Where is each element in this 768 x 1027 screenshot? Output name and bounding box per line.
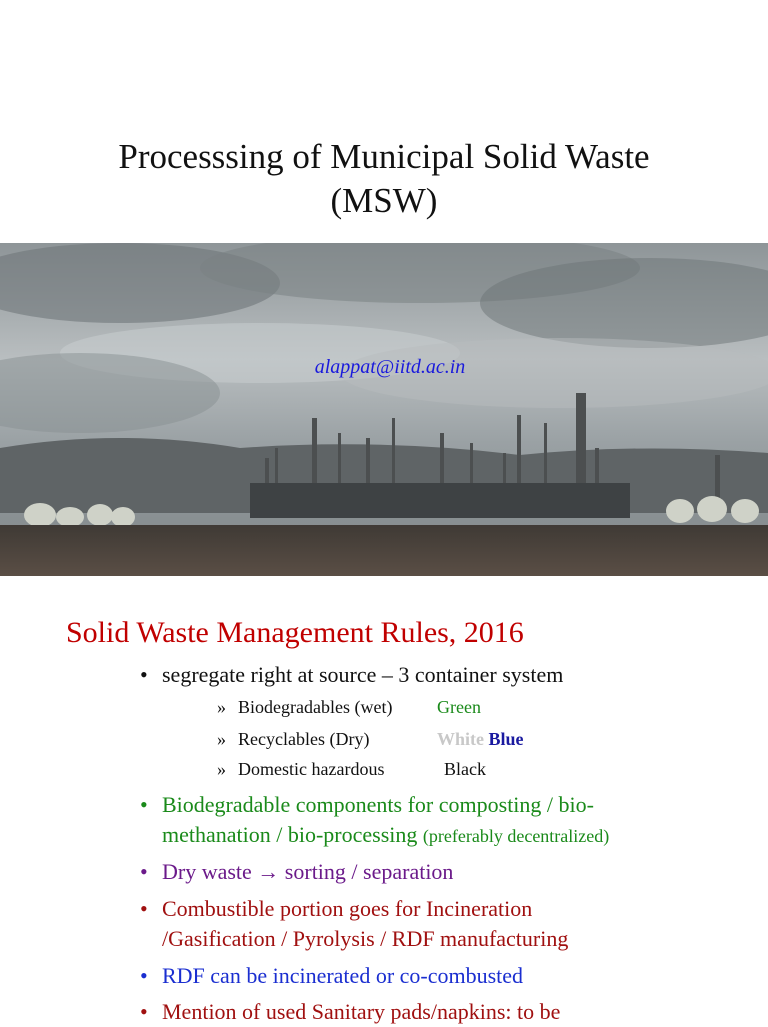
bullet-rdf: • RDF can be incinerated or co-combusted <box>140 963 524 988</box>
color-white: White <box>437 729 484 749</box>
bullet-segregate: • segregate right at source – 3 container system <box>140 660 563 690</box>
sub-item-biodegradables: » Biodegradables (wet) Green <box>217 697 481 717</box>
rules-slide <box>0 576 768 1024</box>
title-line-2: (MSW) <box>330 181 438 220</box>
sub-item-hazardous: » Domestic hazardous Black <box>217 759 486 779</box>
color-black: Black <box>444 759 486 779</box>
color-blue: Blue <box>488 729 524 749</box>
color-green: Green <box>437 697 481 717</box>
bullet-combustible: • Combustible portion goes for Incineration /Gasification / Pyrolysis / RDF manufacturing <box>140 896 569 951</box>
refinery-photo <box>0 243 768 576</box>
slide-heading: Solid Waste Management Rules, 2016 <box>66 616 524 649</box>
slide-title <box>0 135 768 223</box>
contact-email: alappat@iitd.ac.in <box>314 356 466 378</box>
bullet-biodegradable: • Biodegradable components for composting / bio- methanation / bio-processing (preferably decentralized) <box>140 792 610 847</box>
bullet-dry-waste: • Dry waste → sorting / separation <box>140 859 454 884</box>
bullet-dot: • <box>140 662 148 687</box>
bullet-sanitary: • Mention of used Sanitary pads/napkins: to be <box>140 999 561 1024</box>
sub-item-recyclables: » Recyclables (Dry) White Blue <box>217 729 524 749</box>
title-line-1: Processsing of Municipal Solid Waste <box>118 137 650 176</box>
